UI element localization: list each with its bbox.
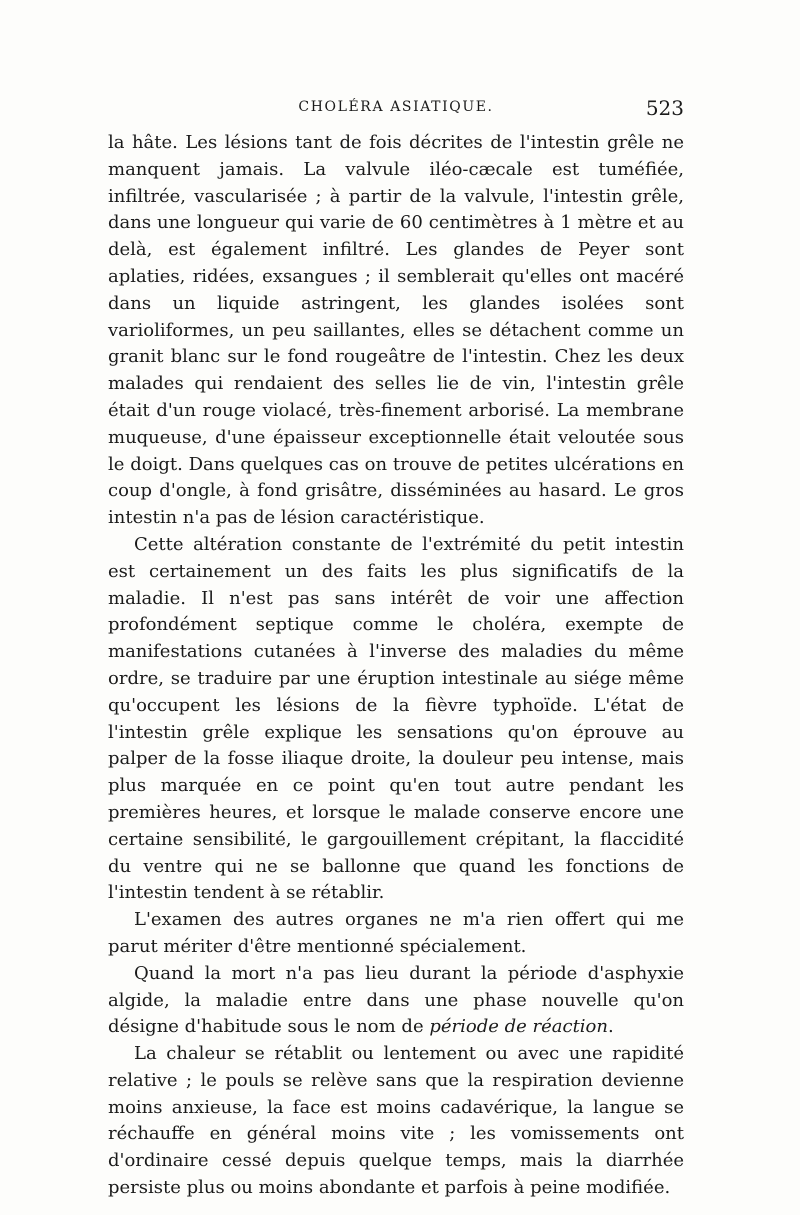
paragraph: Cette altération constante de l'extrémité du petit intestin est certainement un des faits les plus significatifs de la maladie. Il n'est pas sans intérêt de voir une affection profondément septique comme le choléra, exempte de manifestations cutanées à l'inverse des maladies du même ordre, se traduire par une éruption intestinale au siége même qu'occupent les lésions de la fièvre typhoïde. L'état de l'intestin grêle explique les sensations qu'on éprouve au palper de la fosse iliaque droite, la douleur peu intense, mais plus marquée en ce point qu'en tout autre pendant les premières heures, et lorsque le malade conserve encore une certaine sensibilité, le gargouillement crépitant, la flaccidité du ventre qui ne se ballonne que quand les fonctions de l'intestin tendent à se rétablir.: [108, 533, 684, 904]
paragraph: la hâte. Les lésions tant de fois décrites de l'intestin grêle ne manquent jamais. La valvule iléo-cæcale est tuméfiée, infiltrée, vascularisée ; à partir de la valvule, l'intestin grêle, dans une longueur qui varie de 60 centimètres à 1 mètre et au delà, est également infiltré. Les glandes de Peyer sont aplaties, ridées, exsangues ; il semblerait qu'elles ont macéré dans un liquide astringent, les glandes isolées sont varioliformes, un peu saillantes, elles se détachent comme un granit blanc sur le fond rougeâtre de l'intestin. Chez les deux malades qui rendaient des selles lie de vin, l'intestin grêle était d'un rouge violacé, très-finement arborisé. La membrane muqueuse, d'une épaisseur exceptionnelle était veloutée sous le doigt. Dans quelques cas on trouve de petites ulcérations en coup d'ongle, à fond grisâtre, disséminées au hasard. Le gros intestin n'a pas de lésion caractéristique.: [108, 132, 684, 529]
italic-term: période de réaction: [429, 1016, 608, 1038]
running-head: [108, 96, 684, 120]
paragraph: La chaleur se rétablit ou lentement ou avec une rapidité relative ; le pouls se relève sans que la respiration devienne moins anxieuse, la face est moins cadavérique, la langue se réchauffe en général moins vite ; les vomissements ont d'ordinaire cessé depuis quelque temps, mais la diarrhée persiste plus ou moins abondante et parfois à peine modifiée.: [108, 1043, 684, 1199]
paragraph: L'examen des autres organes ne m'a rien offert qui me parut mériter d'être mentionné spécialement.: [108, 909, 684, 957]
body-text: [108, 130, 684, 1202]
paragraph-text: Quand la mort n'a pas lieu durant la période d'asphyxie algide, la maladie entre dans une phase nouvelle qu'on désigne d'habitude sous le nom de: [108, 962, 684, 1038]
paragraph: [108, 961, 684, 1041]
page-number: 523: [645, 96, 684, 120]
running-title: CHOLÉRA ASIATIQUE.: [298, 99, 494, 115]
paragraph-text: .: [607, 1016, 614, 1038]
